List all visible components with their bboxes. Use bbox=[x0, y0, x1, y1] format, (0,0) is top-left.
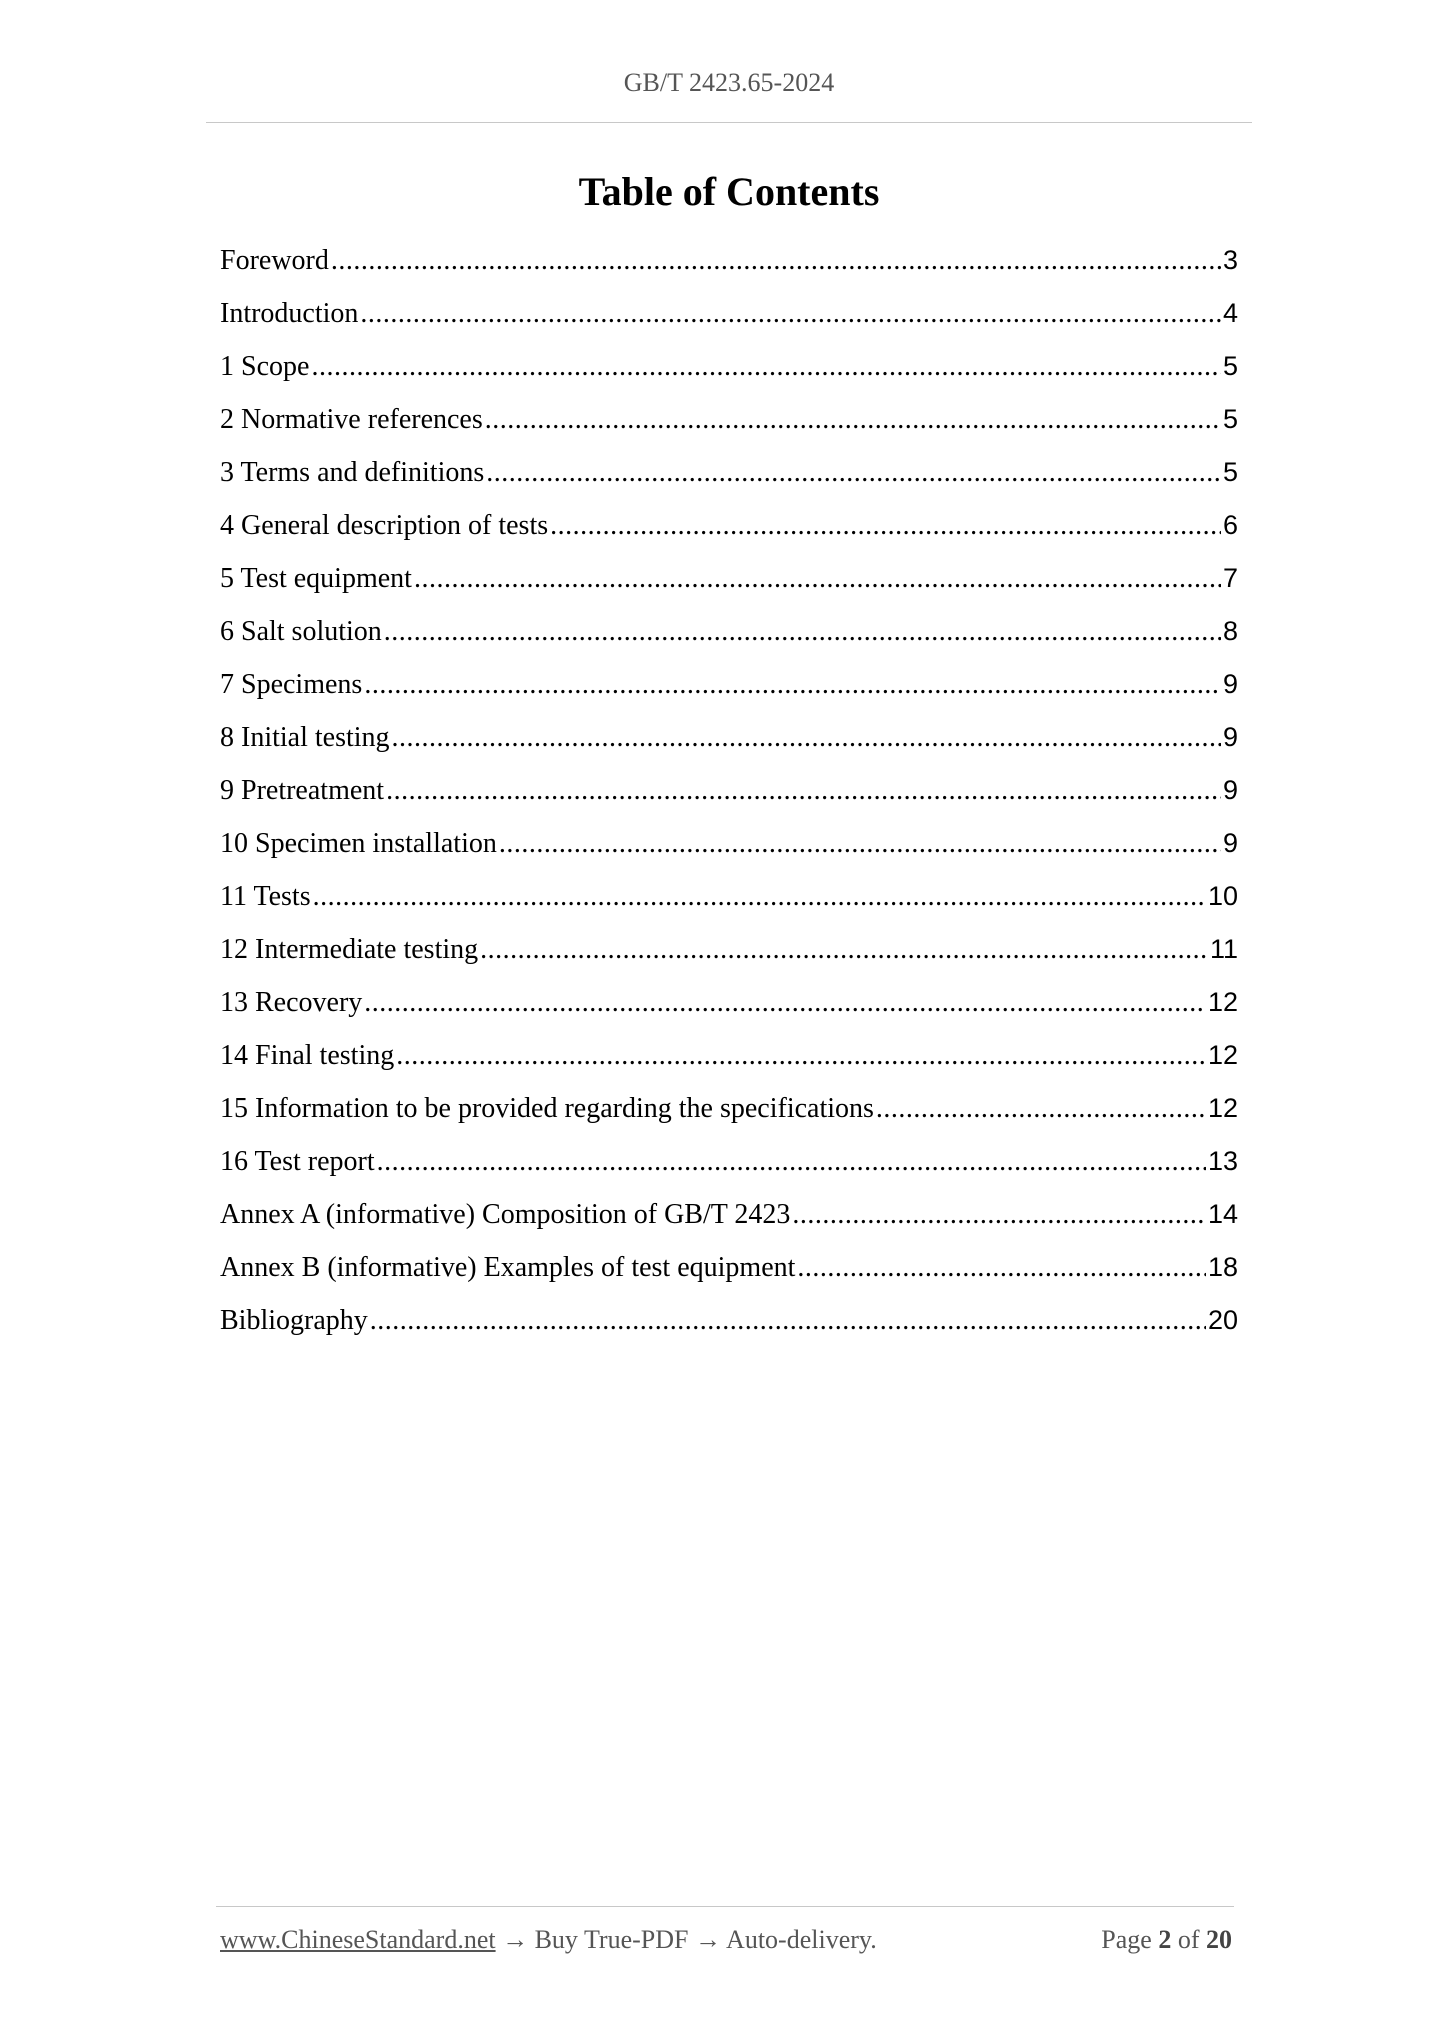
table-of-contents bbox=[220, 245, 1238, 1358]
toc-entry-label: 8 Initial testing bbox=[220, 722, 390, 753]
toc-entry-label: 2 Normative references bbox=[220, 404, 483, 435]
toc-dot-leader bbox=[499, 828, 1221, 860]
toc-entry-label: 1 Scope bbox=[220, 351, 310, 382]
toc-entry[interactable] bbox=[220, 1146, 1238, 1199]
header-divider bbox=[206, 122, 1252, 123]
toc-entry-label: 11 Tests bbox=[220, 881, 311, 912]
toc-entry-label: 10 Specimen installation bbox=[220, 828, 497, 859]
toc-entry[interactable] bbox=[220, 245, 1238, 298]
toc-entry[interactable] bbox=[220, 1093, 1238, 1146]
toc-entry-page-number: 12 bbox=[1207, 987, 1238, 1017]
toc-entry[interactable] bbox=[220, 563, 1238, 616]
toc-entry-label: 12 Intermediate testing bbox=[220, 934, 479, 965]
toc-dot-leader bbox=[792, 1199, 1206, 1231]
toc-dot-leader bbox=[480, 934, 1208, 966]
toc-entry-page-number: 18 bbox=[1207, 1252, 1238, 1282]
toc-dot-leader bbox=[377, 1146, 1206, 1178]
toc-entry-page-number: 14 bbox=[1207, 1199, 1238, 1229]
toc-dot-leader bbox=[364, 987, 1206, 1019]
page-indicator bbox=[1101, 1925, 1232, 1955]
of-word: of bbox=[1177, 1925, 1200, 1954]
toc-dot-leader bbox=[370, 1305, 1206, 1337]
toc-entry-page-number: 9 bbox=[1222, 775, 1238, 805]
toc-entry[interactable] bbox=[220, 722, 1238, 775]
toc-entry[interactable] bbox=[220, 1252, 1238, 1305]
toc-dot-leader bbox=[486, 457, 1221, 489]
toc-entry[interactable] bbox=[220, 934, 1238, 987]
toc-entry-label: 4 General description of tests bbox=[220, 510, 549, 541]
toc-dot-leader bbox=[360, 298, 1221, 330]
toc-dot-leader bbox=[797, 1252, 1206, 1284]
toc-entry[interactable] bbox=[220, 1040, 1238, 1093]
toc-entry-label: 15 Information to be provided regarding the specifications bbox=[220, 1093, 874, 1124]
toc-entry[interactable] bbox=[220, 1199, 1238, 1252]
toc-entry-label: 3 Terms and definitions bbox=[220, 457, 485, 488]
page-footer bbox=[220, 1925, 1232, 1955]
toc-dot-leader bbox=[331, 245, 1221, 277]
toc-entry-page-number: 6 bbox=[1222, 510, 1238, 540]
running-header: GB/T 2423.65-2024 bbox=[623, 68, 835, 97]
toc-dot-leader bbox=[392, 722, 1221, 754]
toc-entry[interactable] bbox=[220, 881, 1238, 934]
toc-entry-page-number: 13 bbox=[1207, 1146, 1238, 1176]
toc-dot-leader bbox=[485, 404, 1221, 436]
toc-dot-leader bbox=[396, 1040, 1206, 1072]
toc-entry-label: 5 Test equipment bbox=[220, 563, 412, 594]
toc-entry-label: Annex B (informative) Examples of test equipment bbox=[220, 1252, 796, 1283]
toc-entry-label: 16 Test report bbox=[220, 1146, 375, 1177]
toc-entry-label: 6 Salt solution bbox=[220, 616, 382, 647]
toc-entry[interactable] bbox=[220, 1305, 1238, 1358]
toc-entry-page-number: 8 bbox=[1222, 616, 1238, 646]
toc-dot-leader bbox=[313, 881, 1206, 913]
toc-entry-page-number: 5 bbox=[1222, 351, 1238, 381]
toc-entry-page-number: 3 bbox=[1222, 245, 1238, 275]
toc-entry[interactable] bbox=[220, 775, 1238, 828]
total-pages-number: 20 bbox=[1206, 1925, 1232, 1954]
toc-entry-page-number: 9 bbox=[1222, 722, 1238, 752]
toc-entry-page-number: 5 bbox=[1222, 404, 1238, 434]
toc-entry-page-number: 4 bbox=[1222, 298, 1238, 328]
toc-entry-label: Foreword bbox=[220, 245, 329, 276]
toc-dot-leader bbox=[550, 510, 1221, 542]
toc-entry-label: Introduction bbox=[220, 298, 359, 329]
toc-entry[interactable] bbox=[220, 351, 1238, 404]
toc-entry-page-number: 12 bbox=[1207, 1093, 1238, 1123]
toc-entry[interactable] bbox=[220, 828, 1238, 881]
toc-entry[interactable] bbox=[220, 987, 1238, 1040]
footer-divider bbox=[216, 1906, 1234, 1907]
page-word: Page bbox=[1101, 1925, 1152, 1954]
toc-entry-page-number: 9 bbox=[1222, 669, 1238, 699]
toc-dot-leader bbox=[386, 775, 1221, 807]
toc-dot-leader bbox=[414, 563, 1221, 595]
toc-dot-leader bbox=[364, 669, 1221, 701]
toc-entry-label: 14 Final testing bbox=[220, 1040, 395, 1071]
toc-entry-page-number: 5 bbox=[1222, 457, 1238, 487]
toc-dot-leader bbox=[876, 1093, 1206, 1125]
toc-entry-page-number: 10 bbox=[1207, 881, 1238, 911]
footer-promo bbox=[220, 1925, 877, 1955]
toc-entry[interactable] bbox=[220, 616, 1238, 669]
website-link[interactable]: www.ChineseStandard.net bbox=[220, 1925, 496, 1954]
toc-entry-page-number: 7 bbox=[1222, 563, 1238, 593]
toc-entry-page-number: 9 bbox=[1222, 828, 1238, 858]
toc-entry[interactable] bbox=[220, 298, 1238, 351]
current-page-number: 2 bbox=[1158, 1925, 1172, 1954]
toc-entry-label: Bibliography bbox=[220, 1305, 368, 1336]
toc-entry-label: 7 Specimens bbox=[220, 669, 363, 700]
toc-entry-page-number: 11 bbox=[1209, 934, 1238, 964]
toc-dot-leader bbox=[384, 616, 1221, 648]
page-title: Table of Contents bbox=[578, 169, 880, 214]
toc-entry[interactable] bbox=[220, 457, 1238, 510]
toc-entry-page-number: 12 bbox=[1207, 1040, 1238, 1070]
toc-entry-page-number: 20 bbox=[1207, 1305, 1238, 1335]
toc-entry[interactable] bbox=[220, 510, 1238, 563]
toc-entry-label: 13 Recovery bbox=[220, 987, 363, 1018]
toc-entry-label: Annex A (informative) Composition of GB/T 2423 bbox=[220, 1199, 791, 1230]
toc-dot-leader bbox=[311, 351, 1221, 383]
toc-entry-label: 9 Pretreatment bbox=[220, 775, 385, 806]
footer-tagline: → Buy True-PDF → Auto-delivery. bbox=[495, 1925, 877, 1954]
toc-entry[interactable] bbox=[220, 669, 1238, 722]
toc-entry[interactable] bbox=[220, 404, 1238, 457]
